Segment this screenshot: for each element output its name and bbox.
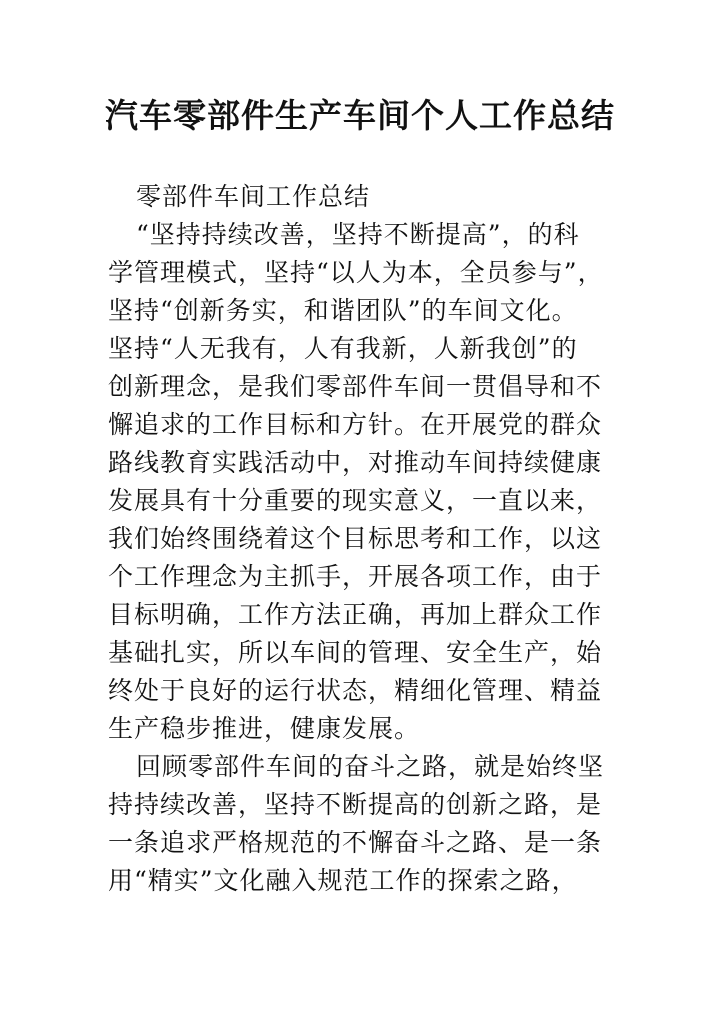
paragraph-line: 我们始终围绕着这个目标思考和工作，以这 [108,524,603,553]
paragraph-line: 坚持“创新务实，和谐团队”的车间文化。 [108,296,578,325]
paragraph-line: 路线教育实践活动中，对推动车间持续健康 [108,448,603,477]
paragraph-line: 目标明确，工作方法正确，再加上群众工作 [108,600,603,629]
document-body [108,178,620,900]
paragraph-line: 个工作理念为主抓手，开展各项工作，由于 [108,562,603,591]
paragraph-line: 持持续改善，坚持不断提高的创新之路，是 [108,790,603,819]
document-title: 汽车零部件生产车间个人工作总结 [105,96,615,135]
paragraph-line: 终处于良好的运行状态，精细化管理、精益 [108,676,603,705]
paragraph-line: 创新理念，是我们零部件车间一贯倡导和不 [108,372,603,401]
section-heading: 零部件车间工作总结 [136,182,371,211]
paragraph-line: 回顾零部件车间的奋斗之路，就是始终坚 [136,752,605,781]
paragraph-line: 发展具有十分重要的现实意义，一直以来， [108,486,603,515]
paragraph-line: 基础扎实，所以车间的管理、安全生产，始 [108,638,603,667]
paragraph-line: 一条追求严格规范的不懈奋斗之路、是一条 [108,828,603,857]
paragraph-line: 学管理模式，坚持“以人为本，全员参与”， [108,258,604,287]
paragraph-line: “坚持持续改善，坚持不断提高”，的科 [136,220,580,249]
paragraph-line: 用“精实”文化融入规范工作的探索之路， [108,866,578,895]
paragraph-line: 懈追求的工作目标和方针。在开展党的群众 [108,410,603,439]
paragraph-line: 生产稳步推进，健康发展。 [108,714,421,743]
paragraph-line: 坚持“人无我有，人有我新，人新我创”的 [108,334,578,363]
